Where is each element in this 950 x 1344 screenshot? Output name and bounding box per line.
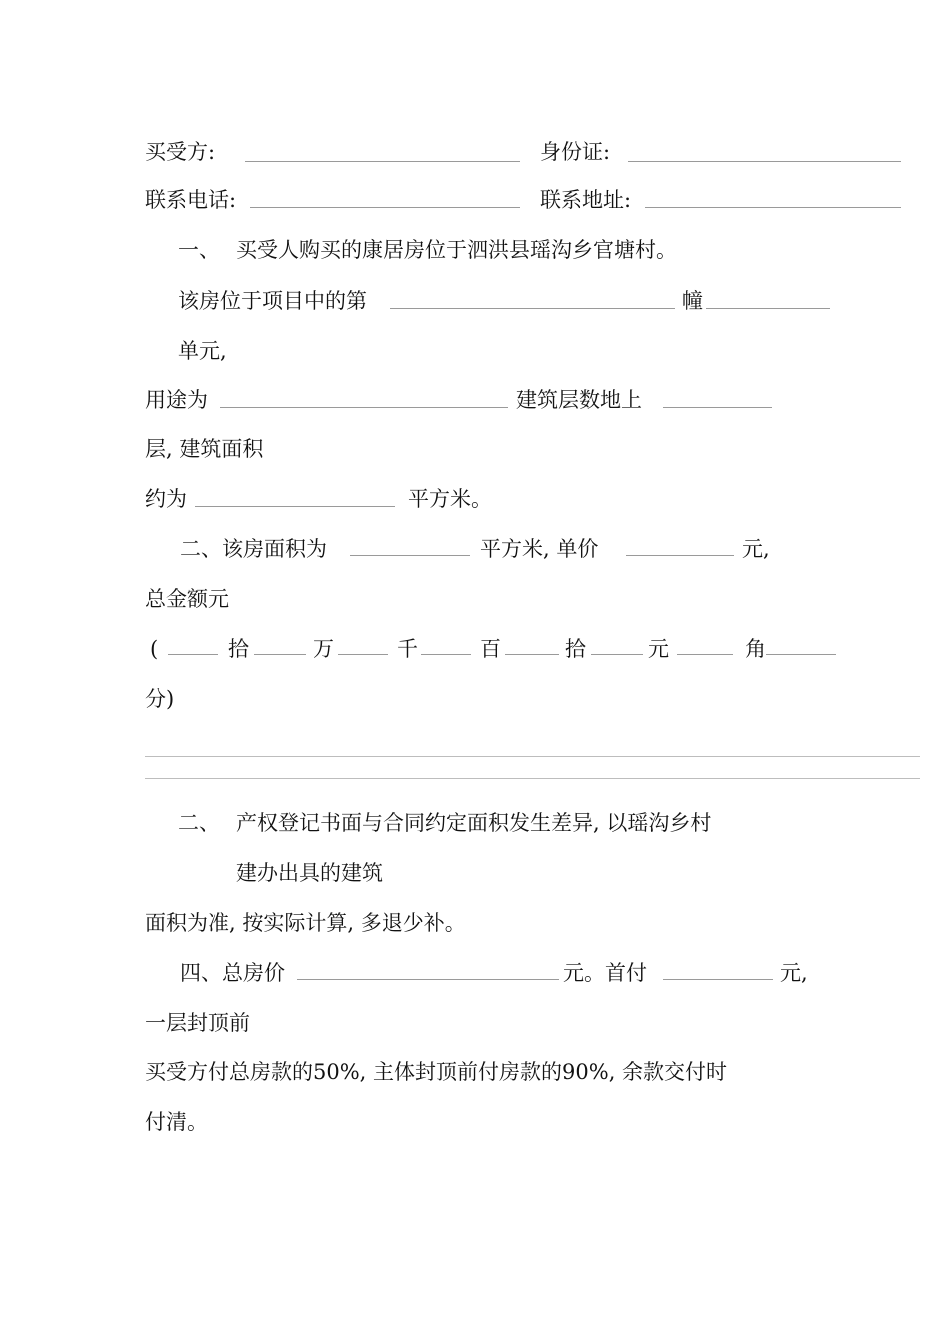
amount-digit-field[interactable] [505, 654, 559, 655]
unit-price-field[interactable] [626, 555, 734, 556]
amount-digit-field[interactable] [421, 654, 471, 655]
open-paren: ( [150, 637, 159, 661]
phone-label: 联系电话: [145, 188, 237, 212]
clause1-text: 买受人购买的康居房位于泗洪县瑶沟乡官塘村。 [236, 238, 677, 262]
divider-line [145, 778, 920, 779]
fen-label: 分) [145, 687, 175, 711]
clause4-text-2: 一层封顶前 [145, 1011, 250, 1035]
approx-label: 约为 [145, 487, 187, 511]
phone-field[interactable] [250, 207, 520, 208]
sqm-label-1: 平方米。 [408, 487, 492, 511]
yuan-label-2: 元, [780, 961, 808, 985]
amount-digit-field[interactable] [591, 654, 643, 655]
total-price-label: 四、总房价 [180, 961, 285, 985]
amount-digit-field[interactable] [338, 654, 388, 655]
unit-yuan: 元 [648, 637, 669, 661]
area-field[interactable] [350, 555, 470, 556]
floors-label: 建筑层数地上 [516, 388, 642, 412]
unit-label: 单元, [178, 339, 227, 363]
clause1-number: 一、 [178, 238, 220, 262]
building-label: 幢 [682, 289, 703, 313]
amount-digit-field[interactable] [254, 654, 306, 655]
first-pay-label: 元。首付 [563, 961, 647, 985]
buyer-name-field[interactable] [245, 161, 520, 162]
floor-area-label: 层, 建筑面积 [145, 437, 264, 461]
amount-digit-field[interactable] [766, 654, 836, 655]
amount-digit-field[interactable] [677, 654, 733, 655]
buyer-label: 买受方: [145, 140, 216, 164]
unit-wan: 万 [313, 637, 334, 661]
usage-label: 用途为 [145, 388, 208, 412]
clause4-text-4: 付清。 [145, 1110, 208, 1134]
total-label: 总金额元 [145, 587, 229, 611]
id-label: 身份证: [540, 140, 611, 164]
unit-shi-1: 拾 [228, 637, 249, 661]
clause3-text-1: 产权登记书面与合同约定面积发生差异, 以瑶沟乡村 [236, 811, 712, 835]
address-label: 联系地址: [540, 188, 632, 212]
yuan-label-1: 元, [742, 537, 770, 561]
floors-field[interactable] [663, 407, 772, 408]
id-number-field[interactable] [628, 161, 901, 162]
first-pay-field[interactable] [663, 979, 773, 980]
unit-bai: 百 [480, 637, 501, 661]
clause4-text-3: 买受方付总房款的50%, 主体封顶前付房款的90%, 余款交付时 [145, 1060, 728, 1084]
area-label: 二、该房面积为 [180, 537, 327, 561]
building-number-field[interactable] [706, 308, 830, 309]
clause3-text-2: 建办出具的建筑 [236, 861, 383, 885]
address-field[interactable] [645, 207, 901, 208]
amount-digit-field[interactable] [168, 654, 218, 655]
usage-field[interactable] [220, 407, 508, 408]
approx-area-field[interactable] [195, 506, 395, 507]
project-number-field[interactable] [390, 308, 675, 309]
unit-shi-2: 拾 [565, 637, 586, 661]
unit-price-label: 平方米, 单价 [480, 537, 599, 561]
clause3-number: 二、 [178, 811, 220, 835]
divider-line [145, 756, 920, 757]
unit-qian: 千 [397, 637, 418, 661]
location-prefix: 该房位于项目中的第 [178, 289, 367, 313]
unit-jiao: 角 [745, 637, 766, 661]
total-price-field[interactable] [297, 979, 559, 980]
clause3-text-3: 面积为准, 按实际计算, 多退少补。 [145, 911, 466, 935]
